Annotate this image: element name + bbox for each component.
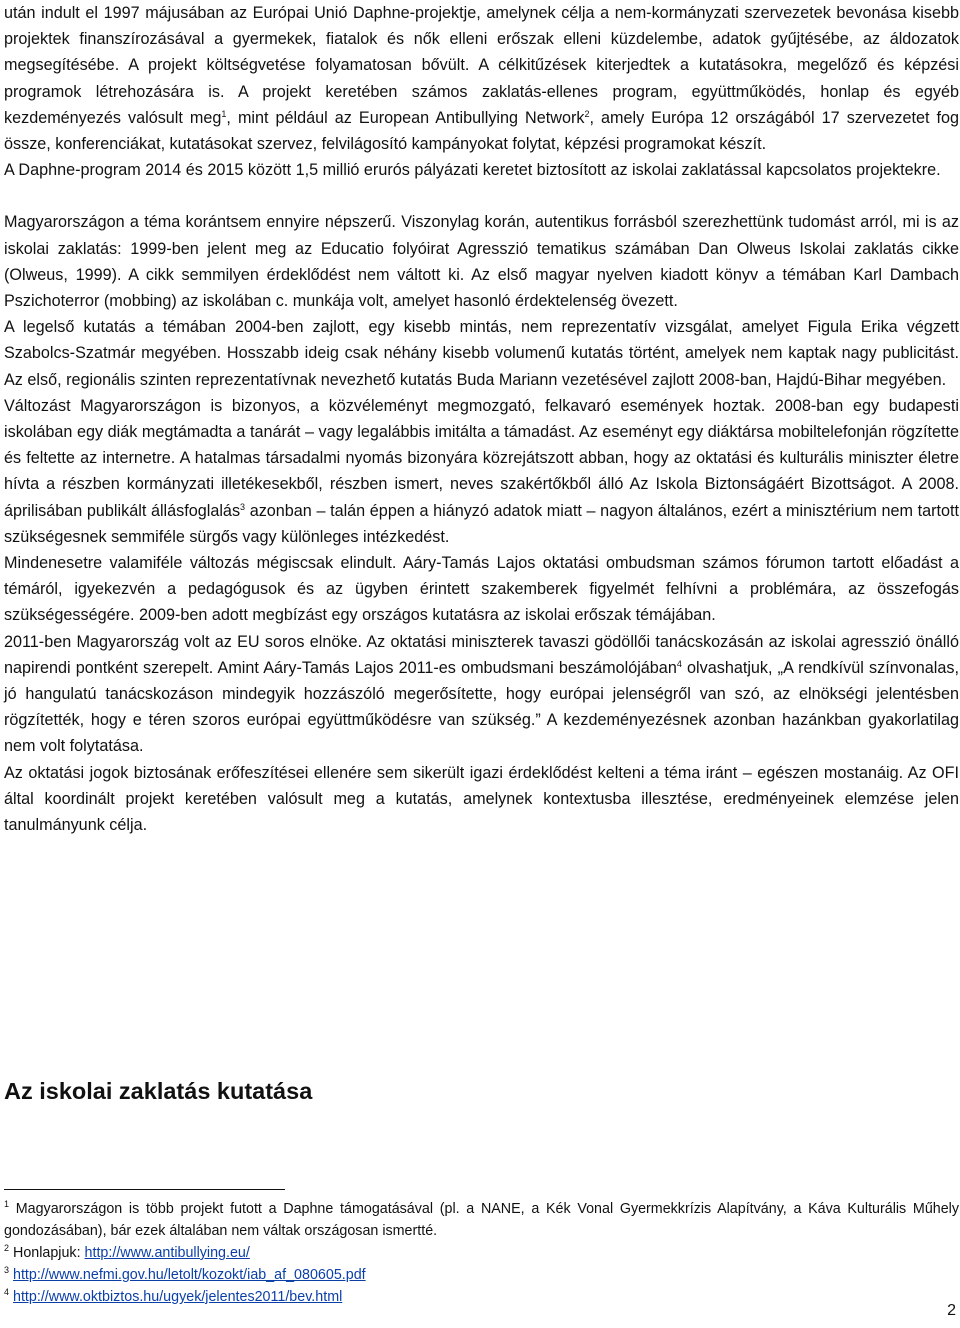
paragraph-text: után indult el 1997 májusában az Európai Unió Daphne-projektje, amelynek célja a nem-kormányzati szervezetek bevonása kisebb projektek finanszírozásával a gyermekek, fiatalok és nők elleni erőszak elleni küzdelembe, adatok gyűjtésébe, az áldozatok megsegítésébe. A projekt költségvetése folyamatosan bővült. A célkitűzések kiterjedtek a kutatásokra, megelőző és képzési programok létrehozására is. A projekt keretében számos zaklatás-ellenes program, együttműködés, honlap és egyéb kezdeményezés valósult meg <box>4 4 959 127</box>
footnote-ref-1[interactable]: 1 <box>221 108 227 119</box>
paragraph-daphne-intro <box>4 0 959 157</box>
paragraph-daphne-2014: A Daphne-program 2014 és 2015 között 1,5 millió erurós pályázati keretet biztosított az iskolai zaklatással kapcsolatos projektekre. <box>4 161 941 180</box>
paragraph-eu-presidency <box>4 629 959 760</box>
paragraph-text: , mint például az European Antibullying Network <box>226 108 585 127</box>
paragraph-ombudsman: Mindenesetre valamiféle változás mégiscsak elindult. Aáry-Tamás Lajos oktatási ombudsman számos fórumon tartott előadást a témáról, igyekezvén a pedagógusok és az ügyben érintett szakemberek figyelmét felhívni a problémára, az összefogás szükségességére. 2009-ben adott megbízást egy országos kutatásra az iskolai erőszak témájában. <box>4 554 959 625</box>
footnote-3 <box>4 1264 959 1286</box>
footnote-text: Honlapjuk: <box>13 1245 85 1261</box>
footnote-2 <box>4 1242 959 1264</box>
paragraph-text: Változást Magyarországon is bizonyos, a közvéleményt megmozgató, felkavaró események hoztak. 2008-ban egy budapesti iskolában egy diák megtámadta a tanárát – vagy legalábbis imitálta a támadást. Az eseményt egy diáktársa mobiltelefonján rögzítette és feltette az internetre. A hatalmas társadalmi nyomás bizonyára közrejátszott abban, hogy az oktatási és kulturális miniszter életre hívta a részben kormányzati illetékesekből, részben ismert, neves szakértőkből álló Az Iskola Biztonságáért Bizottságot. A 2008. áprilisában publikált állásfoglalás <box>4 396 959 520</box>
footnote-link-antibullying[interactable]: http://www.antibullying.eu/ <box>84 1245 250 1261</box>
paragraph-text: 2011-ben Magyarország volt az EU soros elnöke. Az oktatási miniszterek tavaszi gödöllői tanácskozásán az iskolai agresszió önálló napirendi pontként szerepelt. Amint Aáry-Tamás Lajos 2011-es ombudsmani beszámolójában <box>4 632 959 677</box>
document-body <box>4 0 959 838</box>
paragraph-text: azonban – talán éppen a hiányzó adatok miatt – nagyon általános, ezért a minisztérium nem tartott szükségesnek semmiféle sürgős vagy különleges intézkedést. <box>4 501 960 546</box>
footnote-text: Magyarországon is több projekt futott a Daphne támogatásával (pl. a NANE, a Kék Vonal Gyermekkrízis Alapítvány, a Káva Kulturális Műhely gondozásában), bár ezek általában nem váltak országosan ismertté. <box>4 1201 959 1239</box>
paragraph-hungary-intro: Magyarországon a téma korántsem ennyire népszerű. Viszonylag korán, autentikus forrásból szerezhettünk tudomást arról, mi is az iskolai zaklatás: 1999-ben jelent meg az Educatio folyóirat Agresszió tematikus számában Dan Olweus Iskolai zaklatás cikke (Olweus, 1999). A cikk semmilyen érdeklődést nem váltott ki. Az első magyar nyelven kiadott könyv a témában Karl Dambach Pszichoterror (mobbing) az iskolában c. munkája volt, amelyet hasonló érdektelenség övezett. <box>4 213 959 311</box>
footnote-number: 2 <box>4 1243 10 1253</box>
paragraph-spacer <box>4 183 959 209</box>
footnote-4 <box>4 1286 959 1308</box>
footnote-ref-3[interactable]: 3 <box>240 501 246 512</box>
page-number: 2 <box>947 1302 956 1319</box>
footnote-ref-4[interactable]: 4 <box>676 658 682 669</box>
footnotes <box>4 1198 959 1308</box>
paragraph-first-research: A legelső kutatás a témában 2004-ben zajlott, egy kisebb mintás, nem reprezentatív vizsgálat, amelyet Figula Erika végzett Szabolcs-Szatmár megyében. Hosszabb ideig csak néhány kisebb volumenű kutatás történt, amelyek nem kaptak nagy publicitást. Az első, regionális szinten reprezentatívnak nevezhető kutatás Buda Mariann vezetésével zajlott 2008-ban, Hajdú-Bihar megyében. <box>4 318 959 389</box>
footnote-separator <box>4 1189 285 1190</box>
paragraph-events <box>4 393 959 550</box>
footnote-number: 1 <box>4 1199 10 1209</box>
footnote-number: 4 <box>4 1287 10 1297</box>
footnote-link-nefmi[interactable]: http://www.nefmi.gov.hu/letolt/kozokt/iab_af_080605.pdf <box>13 1267 366 1283</box>
footnote-number: 3 <box>4 1265 10 1275</box>
footnote-1 <box>4 1198 959 1242</box>
paragraph-text: olvashatjuk, „A rendkívül színvonalas, jó hangulatú tanácskozáson mindegyik hozzászóló megerősítette, hogy európai jelenségről van szó, az elnökségi jelentésben rögzítették, hogy e téren szoros európai együttműködésre van szükség.” A kezdeményezésnek azonban hazánkban gyakorlatilag nem volt folytatása. <box>4 658 960 756</box>
paragraph-text: , amely Európa 12 országából 17 szervezetet fog össze, konferenciákat, kutatásokat szervez, felvilágosító kampányokat folytat, képzési programokat készít. <box>4 108 959 154</box>
paragraph-ofi-project: Az oktatási jogok biztosának erőfeszítései ellenére sem sikerült igazi érdeklődést kelteni a téma iránt – egészen mostanáig. Az OFI által koordinált projekt keretében valósult meg a kutatás, amelynek kontextusba illesztése, eredményeinek elemzése jelen tanulmányunk célja. <box>4 763 959 835</box>
footnote-ref-2[interactable]: 2 <box>584 108 590 119</box>
footnote-link-oktbiztos[interactable]: http://www.oktbiztos.hu/ugyek/jelentes2011/bev.html <box>13 1289 343 1305</box>
section-heading: Az iskolai zaklatás kutatása <box>4 1078 313 1104</box>
